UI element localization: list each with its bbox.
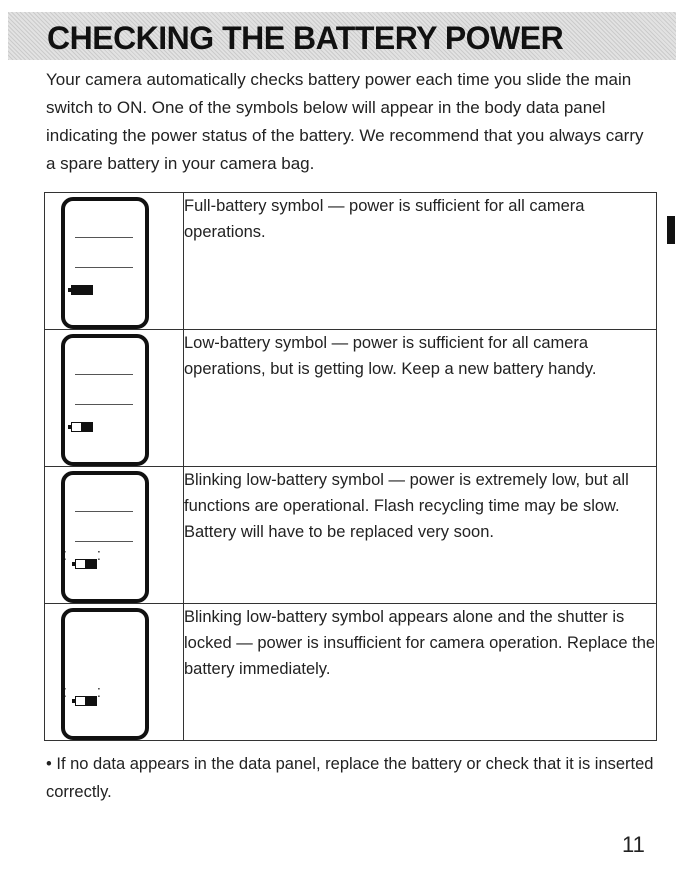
blink-indicator-icon: ⁚ (63, 686, 67, 700)
data-panel-illustration (61, 197, 149, 329)
symbol-cell (45, 330, 184, 467)
intro-paragraph: Your camera automatically checks battery power each time you slide the main switch to ON. One of the symbols below will appear in the body data panel indicating the power status of the battery. We recommend that you always carry a spare battery in your camera bag. (46, 70, 644, 173)
symbol-cell (45, 193, 184, 330)
table-row (45, 604, 657, 741)
table-row (45, 330, 657, 467)
data-panel-illustration (61, 471, 149, 603)
symbol-cell (45, 604, 184, 741)
section-tab-marker (667, 216, 675, 244)
footnote: • If no data appears in the data panel, replace the battery or check that it is inserted correctly. (46, 755, 654, 801)
symbol-cell (45, 467, 184, 604)
blink-indicator-icon: ⁚ (97, 686, 101, 700)
full-battery-icon (71, 285, 93, 295)
row-description: Blinking low-battery symbol — power is extremely low, but all functions are operational. Flash recycling time may be slow. Battery will have to be replaced very soon. (184, 467, 657, 604)
page-title: CHECKING THE BATTERY POWER (47, 20, 564, 56)
blinking-low-battery-icon (75, 559, 97, 569)
low-battery-icon (71, 422, 93, 432)
row-description: Low-battery symbol — power is sufficient for all camera operations, but is getting low. Keep a new battery handy. (184, 330, 657, 467)
blink-indicator-icon: ⁚ (63, 549, 67, 563)
row-description: Blinking low-battery symbol appears alone and the shutter is locked — power is insufficient for camera operation. Replace the battery immediately. (184, 604, 657, 741)
table-row (45, 193, 657, 330)
blink-indicator-icon: ⁚ (97, 549, 101, 563)
battery-status-table (44, 192, 657, 741)
data-panel-illustration (61, 608, 149, 740)
blinking-low-battery-icon (75, 696, 97, 706)
page-number: 11 (622, 832, 645, 857)
data-panel-illustration (61, 334, 149, 466)
table-row (45, 467, 657, 604)
row-description: Full-battery symbol — power is sufficient for all camera operations. (184, 193, 657, 330)
